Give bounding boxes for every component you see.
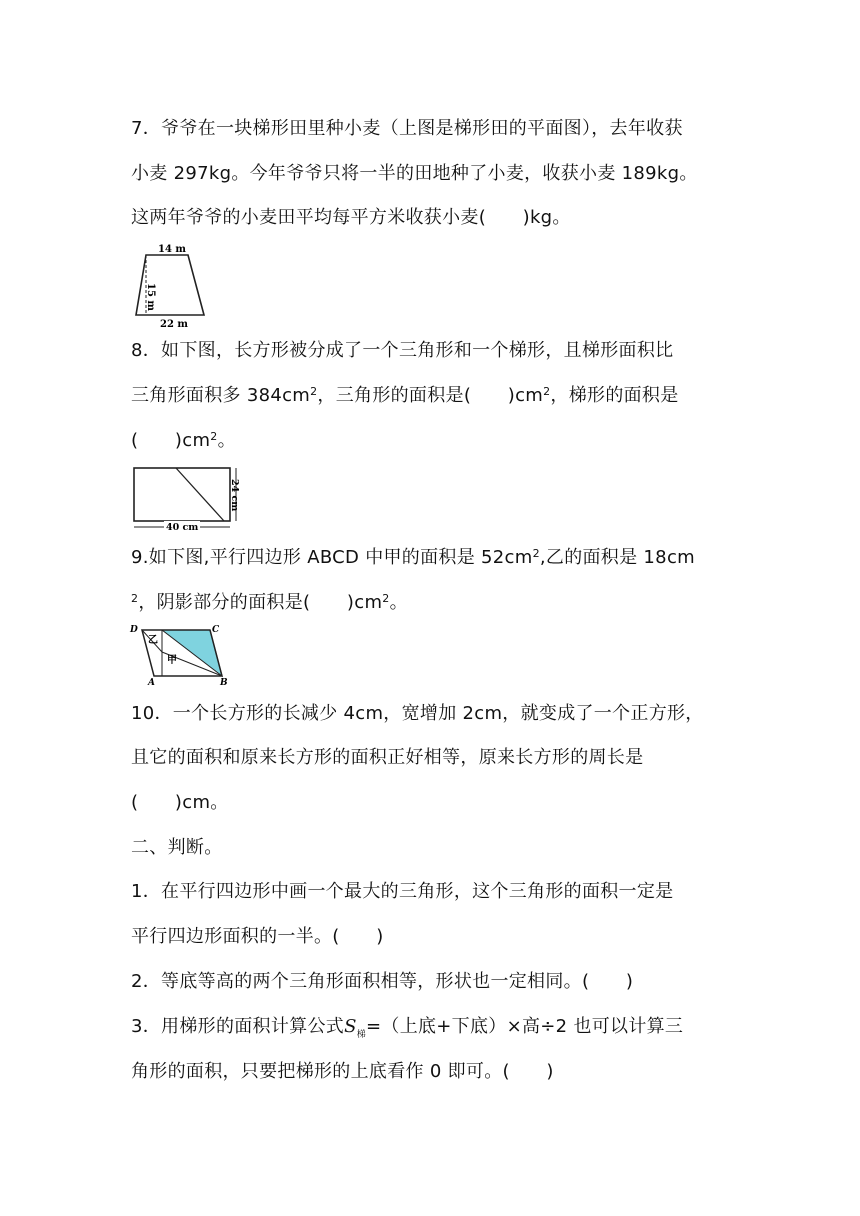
- judge-3-line-2: 角形的面积，只要把梯形的上底看作 0 即可。( ): [131, 1061, 554, 1082]
- trapezoid-bottom-label: 22 m: [160, 319, 188, 330]
- q7-line-1: 7．爷爷在一块梯形田里种小麦（上图是梯形田的平面图），去年收获: [131, 118, 683, 139]
- q10-line-2: 且它的面积和原来长方形的面积正好相等，原来长方形的周长是: [131, 747, 644, 768]
- trapezoid-top-label: 14 m: [158, 244, 186, 255]
- height-label: 24 cm: [229, 479, 240, 512]
- trapezoid-height-label: 15 m: [145, 283, 156, 311]
- vertex-d: D: [130, 625, 138, 635]
- vertex-c: C: [212, 625, 220, 635]
- q7-line-3: 这两年爷爷的小麦田平均每平方米收获小麦( )kg。: [131, 207, 571, 228]
- judge-1-line-2: 平行四边形面积的一半。( ): [131, 926, 384, 947]
- section-title: 二、判断。: [131, 837, 223, 858]
- rectangle-figure: [128, 463, 248, 533]
- shaded-triangle: [162, 630, 222, 676]
- rectangle-diagonal: [176, 468, 224, 521]
- judge-2-line-1: 2．等底等高的两个三角形面积相等，形状也一定相同。( ): [131, 971, 634, 992]
- judge-3-line-1: 3．用梯形的面积计算公式$S_梯=$（上底+下底）×高÷2 也可以计算三: [131, 1016, 684, 1040]
- q9-line-2: $^2$，阴影部分的面积是( )$cm^2$。: [131, 592, 408, 613]
- q8-line-3: ( )$cm^2$。: [131, 430, 236, 451]
- vertex-a: A: [148, 678, 155, 688]
- q10-line-3: ( )cm。: [131, 792, 229, 813]
- area-formula-symbol: $S_梯$: [344, 1016, 367, 1040]
- q7-line-2: 小麦 297kg。今年爷爷只将一半的田地种了小麦，收获小麦 189kg。: [131, 163, 698, 184]
- q10-line-1: 10．一个长方形的长减少 4cm，宽增加 2cm，就变成了一个正方形，: [131, 703, 704, 724]
- parallelogram-figure: [128, 621, 238, 691]
- region-jia-label: 甲: [167, 655, 177, 666]
- q8-line-2: 三角形面积多 $384cm^2$，三角形的面积是( )$cm^2$，梯形的面积是: [131, 385, 679, 406]
- trapezoid-figure: [128, 241, 208, 333]
- region-yi-label: 乙: [148, 635, 158, 646]
- width-label: 40 cm: [166, 522, 199, 533]
- vertex-b: B: [220, 678, 228, 688]
- q9-line-1: 9.如下图,平行四边形 ABCD 中甲的面积是 $52cm^2$,乙的面积是 18cm: [131, 547, 695, 568]
- judge-1-line-1: 1．在平行四边形中画一个最大的三角形，这个三角形的面积一定是: [131, 881, 674, 902]
- q8-line-1: 8．如下图，长方形被分成了一个三角形和一个梯形，且梯形面积比: [131, 340, 674, 361]
- rectangle-shape: [134, 468, 230, 521]
